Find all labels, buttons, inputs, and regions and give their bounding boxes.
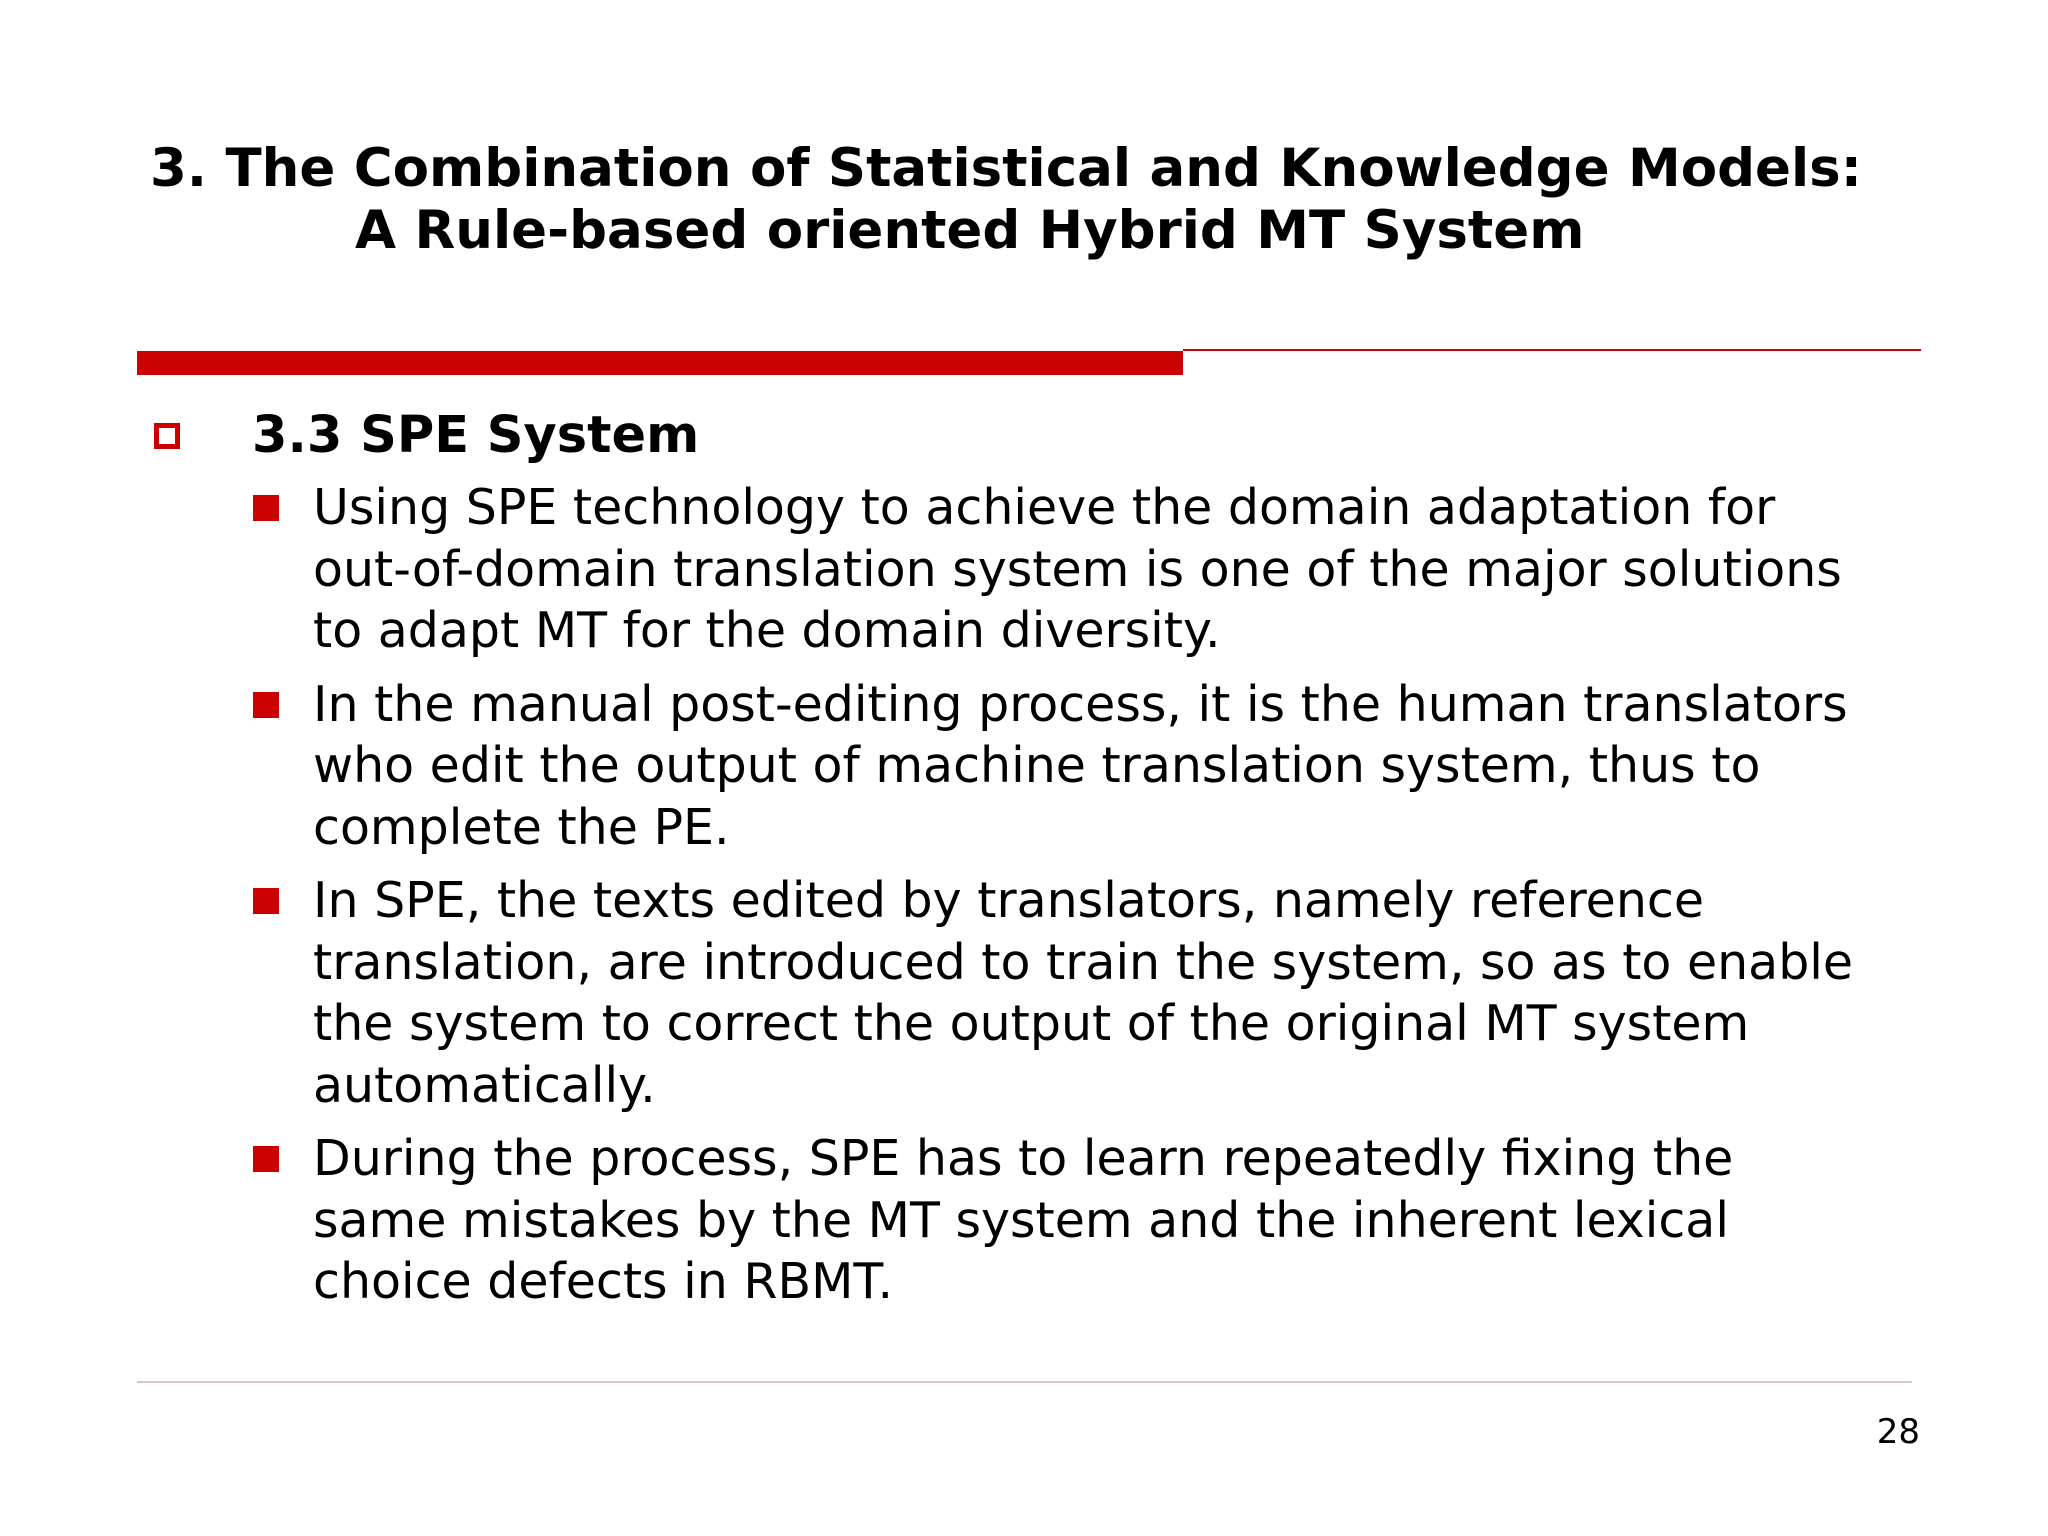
page-number: 28 xyxy=(1876,1412,1920,1452)
title-divider-thick xyxy=(137,351,1183,375)
bullet-item xyxy=(253,1128,1930,1313)
bullet-list xyxy=(150,477,1930,1313)
bullet-text: Using SPE technology to achieve the domain adaptation for out-of-domain translation system is one of the major solutions to adapt MT for the domain diversity. xyxy=(313,479,1842,659)
content-section xyxy=(150,405,1930,1325)
section-heading xyxy=(150,405,1930,467)
solid-square-icon xyxy=(253,888,279,914)
title-line-1: 3. The Combination of Statistical and Knowledge Models: xyxy=(150,138,1862,199)
solid-square-icon xyxy=(253,692,279,718)
bullet-item xyxy=(253,477,1930,662)
solid-square-icon xyxy=(253,1146,279,1172)
title-divider-thin xyxy=(1183,349,1921,351)
footer-divider xyxy=(137,1381,1912,1383)
slide-title xyxy=(150,138,1930,262)
hollow-square-icon xyxy=(154,423,180,449)
bullet-text: During the process, SPE has to learn repeatedly fixing the same mistakes by the MT system and the inherent lexical choice defects in RBMT. xyxy=(313,1130,1734,1310)
bullet-item xyxy=(253,674,1930,859)
bullet-item xyxy=(253,870,1930,1116)
section-title: 3.3 SPE System xyxy=(252,406,700,465)
solid-square-icon xyxy=(253,495,279,521)
title-line-2: A Rule-based oriented Hybrid MT System xyxy=(355,200,1585,261)
bullet-text: In the manual post-editing process, it is the human translators who edit the output of machine translation system, thus to complete the PE. xyxy=(313,675,1848,856)
bullet-text: In SPE, the texts edited by translators, namely reference translation, are introduced to train the system, so as to enable the system to correct the output of the original MT system automatically. xyxy=(313,872,1854,1114)
